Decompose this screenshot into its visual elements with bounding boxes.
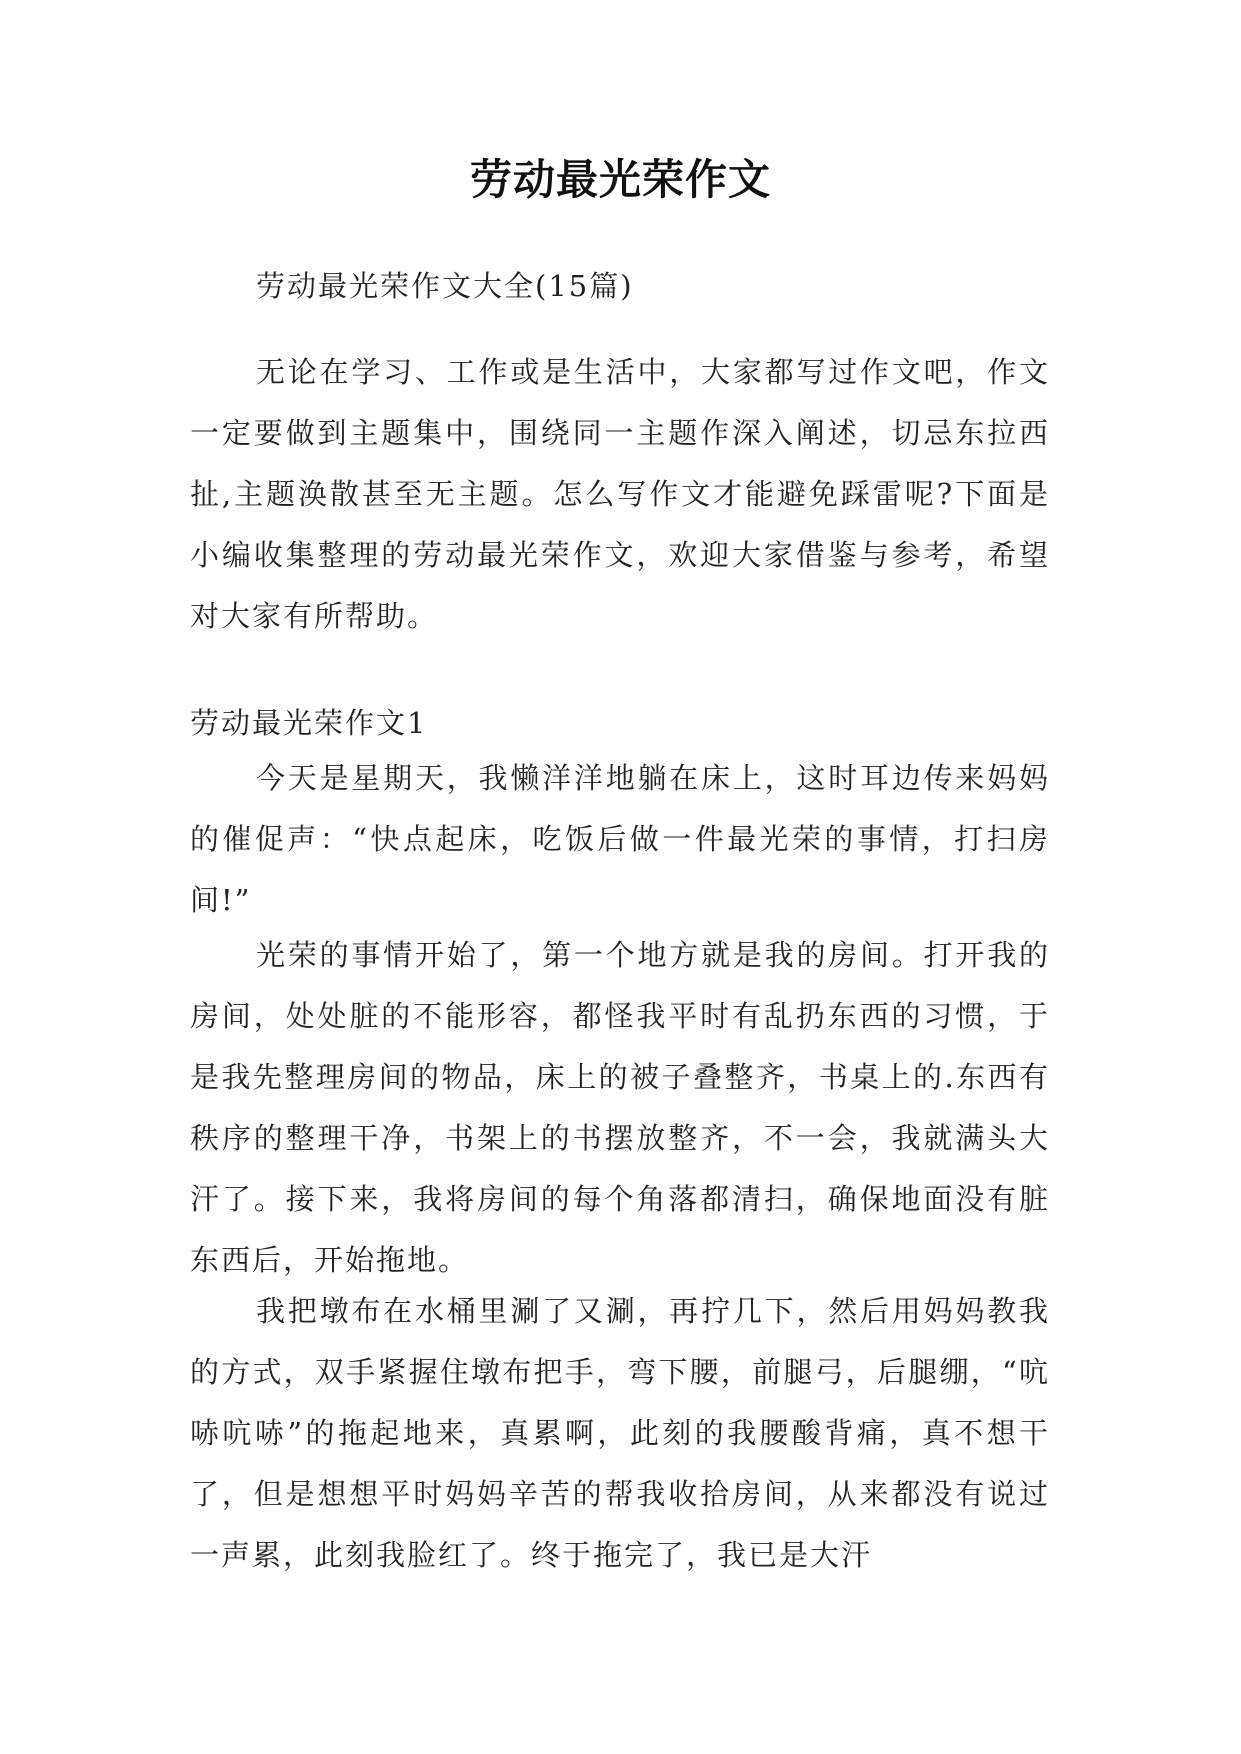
body-paragraph-2: 光荣的事情开始了，第一个地方就是我的房间。打开我的房间，处处脏的不能形容，都怪我平时有乱扔东西的习惯，于是我先整理房间的物品，床上的被子叠整齐，书桌上的.东西有秩序的整理干净，书架上的书摆放整齐，不一会，我就满头大汗了。接下来，我将房间的每个角落都清扫，确保地面没有脏东西后，开始拖地。 (190, 938, 1050, 1277)
document-subtitle: 劳动最光荣作文大全(15篇) (256, 269, 634, 303)
document-title: 劳动最光荣作文 (469, 155, 771, 204)
section-heading: 劳动最光荣作文1 (190, 706, 428, 740)
body-paragraph-3: 我把墩布在水桶里涮了又涮，再拧几下，然后用妈妈教我的方式，双手紧握住墩布把手，弯下腰，前腿弓，后腿绷，“吭哧吭哧”的拖起地来，真累啊，此刻的我腰酸背痛，真不想干了，但是想想平时妈妈辛苦的帮我收拾房间，从来都没有说过一声累，此刻我脸红了。终于拖完了，我已是大汗 (190, 1294, 1050, 1572)
body-paragraph-1: 今天是星期天，我懒洋洋地躺在床上，这时耳边传来妈妈的催促声：“快点起床，吃饭后做一件最光荣的事情，打扫房间!” (190, 761, 1050, 917)
intro-paragraph: 无论在学习、工作或是生活中，大家都写过作文吧，作文一定要做到主题集中，围绕同一主题作深入阐述，切忌东拉西扯,主题涣散甚至无主题。怎么写作文才能避免踩雷呢?下面是小编收集整理的劳动最光荣作文，欢迎大家借鉴与参考，希望对大家有所帮助。 (190, 355, 1050, 633)
